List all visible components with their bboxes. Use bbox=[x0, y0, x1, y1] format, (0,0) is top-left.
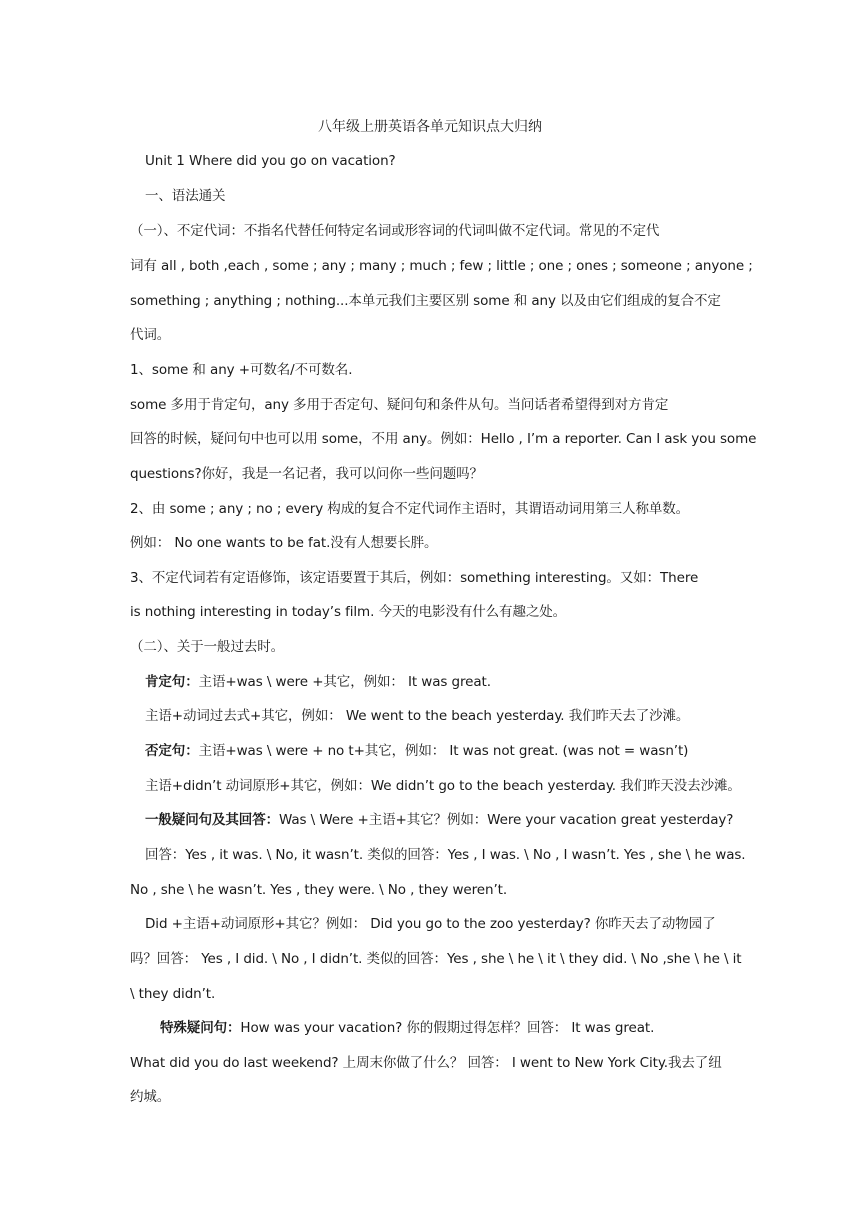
paragraph-line: 主语+动词过去式+其它，例如： We went to the beach yesterday. 我们昨天去了沙滩。 bbox=[145, 708, 690, 724]
negative-text: 主语+was \ were + no t+其它，例如： It was not great. (was not = wasn’t) bbox=[198, 743, 689, 759]
paragraph-line: No , she \ he wasn’t. Yes , they were. \ No , they weren’t. bbox=[130, 882, 508, 898]
paragraph-line: 例如： No one wants to be fat.没有人想要长胖。 bbox=[130, 535, 438, 551]
paragraph-line: \ they didn’t. bbox=[130, 986, 216, 1002]
paragraph-line: something ; anything ; nothing...本单元我们主要区别 some 和 any 以及由它们组成的复合不定 bbox=[130, 293, 721, 309]
paragraph-line: some 多用于肯定句，any 多用于否定句、疑问句和条件从句。当问话者希望得到对方肯定 bbox=[130, 397, 669, 413]
paragraph-line: What did you do last weekend? 上周末你做了什么？ 回答： I went to New York City.我去了纽 bbox=[130, 1055, 722, 1071]
paragraph-line bbox=[145, 740, 747, 762]
paragraph-line: 1、some 和 any +可数名/不可数名. bbox=[130, 362, 353, 378]
paragraph-line: 吗？回答： Yes , I did. \ No , I didn’t. 类似的回答：Yes , she \ he \ it \ they did. \ No ,she \ he \ it bbox=[130, 951, 742, 967]
question-label: 一般疑问句及其回答： bbox=[145, 812, 279, 828]
paragraph-line: 主语+didn’t 动词原形+其它，例如：We didn’t go to the beach yesterday. 我们昨天没去沙滩。 bbox=[145, 778, 741, 794]
paragraph-line bbox=[145, 809, 747, 831]
question-text: Was \ Were +主语+其它？例如：Were your vacation great yesterday? bbox=[279, 812, 734, 828]
paragraph-line: 回答：Yes , it was. \ No, it wasn’t. 类似的回答：Yes , I was. \ No , I wasn’t. Yes , she \ he was. bbox=[145, 847, 746, 863]
special-question-text: How was your vacation? 你的假期过得怎样？回答： It was great. bbox=[240, 1020, 655, 1036]
paragraph-line: 2、由 some ; any ; no ; every 构成的复合不定代词作主语时，其谓语动词用第三人称单数。 bbox=[130, 501, 690, 517]
paragraph-line bbox=[160, 1017, 762, 1039]
section-heading-past-tense: （二）、关于一般过去时。 bbox=[130, 639, 285, 655]
paragraph-line: 约城。 bbox=[130, 1089, 171, 1105]
section-heading-grammar: 一、语法通关 bbox=[145, 188, 226, 204]
paragraph-line: questions?你好，我是一名记者，我可以问你一些问题吗？ bbox=[130, 466, 483, 482]
special-question-label: 特殊疑问句： bbox=[160, 1020, 241, 1036]
paragraph-line: 回答的时候，疑问句中也可以用 some，不用 any。例如：Hello , I’m a reporter. Can I ask you some bbox=[130, 431, 757, 447]
unit-heading: Unit 1 Where did you go on vacation? bbox=[145, 153, 396, 169]
paragraph-line: 3、不定代词若有定语修饰，该定语要置于其后，例如：something interesting。又如：There bbox=[130, 570, 699, 586]
paragraph-line: Did +主语+动词原形+其它？例如： Did you go to the zoo yesterday? 你昨天去了动物园了 bbox=[145, 916, 716, 932]
paragraph-line: 词有 all , both ,each , some ; any ; many ; much ; few ; little ; one ; ones ; someone ; anyone ; bbox=[130, 258, 753, 274]
document-title: 八年级上册英语各单元知识点大归纳 bbox=[318, 119, 542, 135]
paragraph-line: （一）、不定代词：不指名代替任何特定名词或形容词的代词叫做不定代词。常见的不定代 bbox=[130, 223, 660, 239]
paragraph-line bbox=[145, 671, 747, 693]
affirmative-label: 肯定句： bbox=[145, 674, 199, 690]
affirmative-text: 主语+was \ were +其它，例如： It was great. bbox=[198, 674, 491, 690]
paragraph-line: 代词。 bbox=[130, 327, 171, 343]
negative-label: 否定句： bbox=[145, 743, 199, 759]
paragraph-line: is nothing interesting in today’s film. 今天的电影没有什么有趣之处。 bbox=[130, 604, 567, 620]
